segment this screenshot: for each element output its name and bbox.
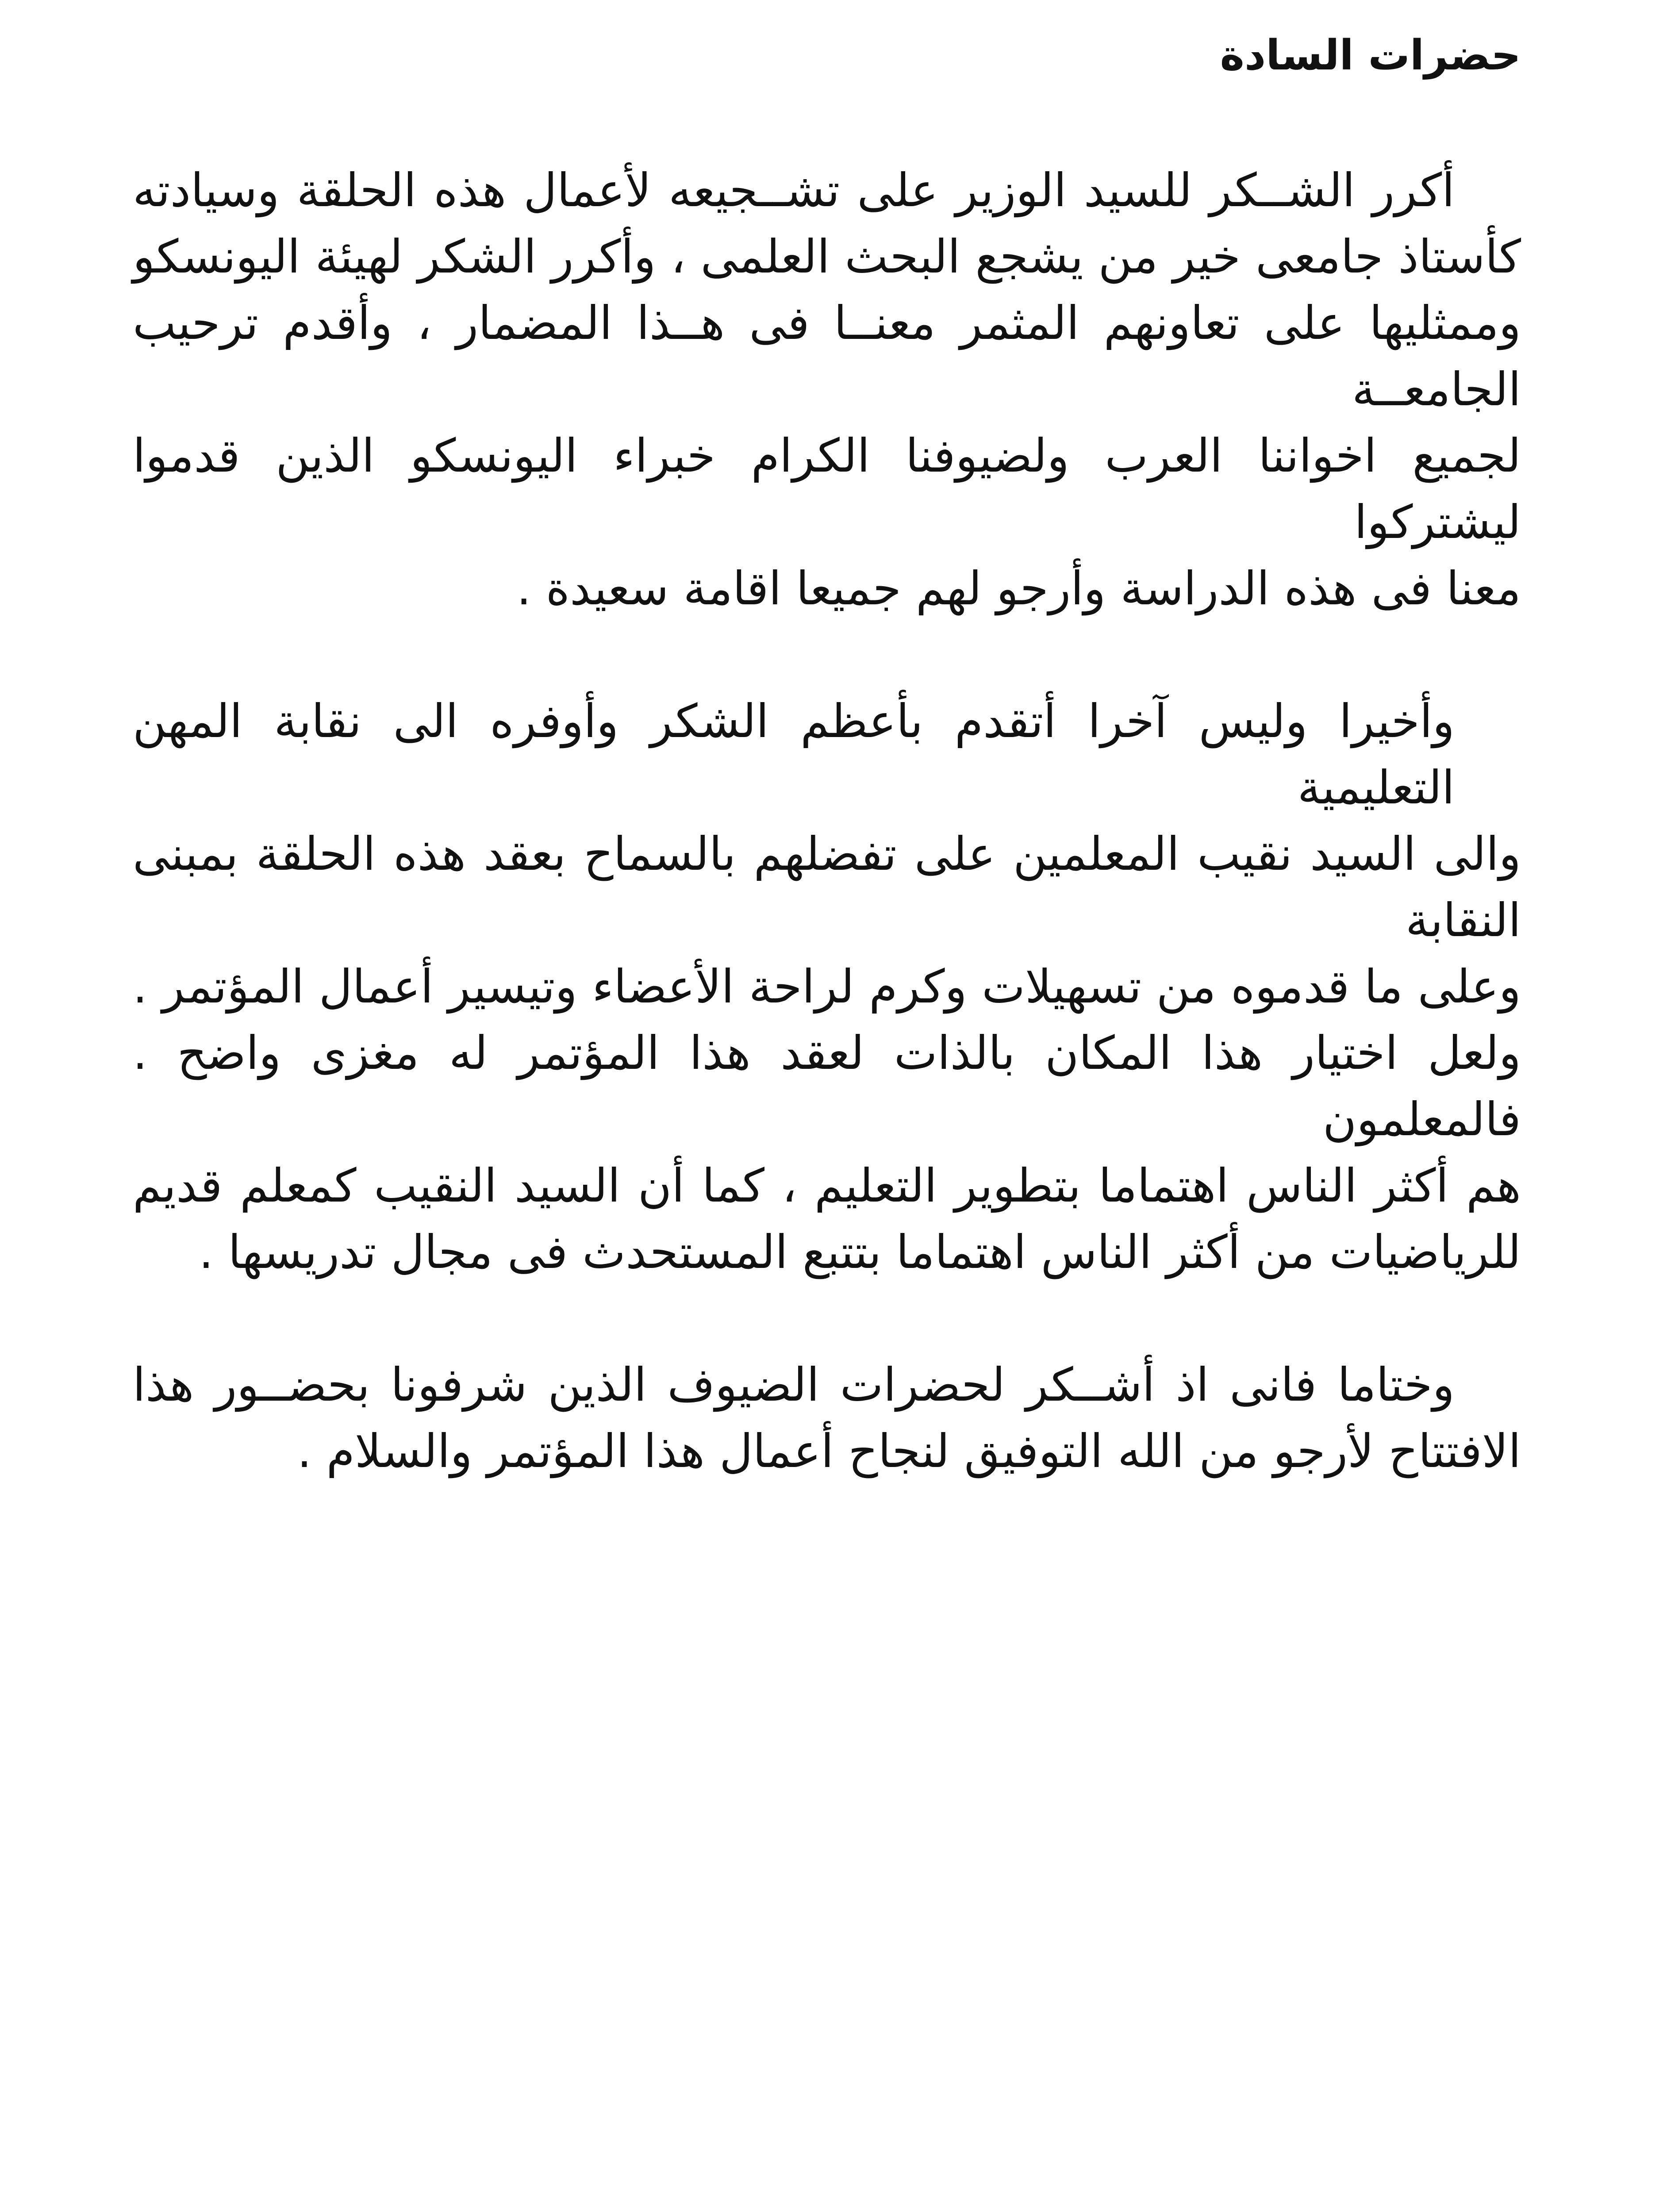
text-line: هم أكثر الناس اهتماما بتطوير التعليم ، كما أن السيد النقيب كمعلم قديم — [133, 1159, 1521, 1213]
text-line: أكرر الشــكر للسيد الوزير على تشــجيعه لأعمال هذه الحلقة وسيادته — [133, 163, 1455, 217]
text-line: معنا فى هذه الدراسة وأرجو لهم جميعا اقامة سعيدة . — [516, 561, 1521, 615]
text-line: للرياضيات من أكثر الناس اهتماما بتتبع المستحدث فى مجال تدريسها . — [199, 1225, 1521, 1279]
text-line: ولعل اختيار هذا المكان بالذات لعقد هذا المؤتمر له مغزى واضح . فالمعلمون — [133, 1026, 1521, 1146]
text-line: والى السيد نقيب المعلمين على تفضلهم بالسماح بعقد هذه الحلقة بمبنى النقابة — [133, 827, 1521, 947]
text-line: كأستاذ جامعى خير من يشجع البحث العلمى ، وأكرر الشكر لهيئة اليونسكو — [133, 230, 1521, 284]
text-line: وعلى ما قدموه من تسهيلات وكرم لراحة الأعضاء وتيسير أعمال المؤتمر . — [133, 960, 1521, 1014]
paragraph-3 — [133, 1352, 1521, 1484]
text-line: وممثليها على تعاونهم المثمر معنــا فى هــذا المضمار ، وأقدم ترحيب الجامعــة — [133, 296, 1521, 416]
page-header: حضرات السادة — [1220, 31, 1521, 80]
text-line: لجميع اخواننا العرب ولضيوفنا الكرام خبراء اليونسكو الذين قدموا ليشتركوا — [133, 429, 1521, 549]
body-text — [133, 157, 1521, 1484]
text-line: وختاما فانى اذ أشــكر لحضرات الضيوف الذين شرفونا بحضــور هذا — [133, 1358, 1455, 1412]
paragraph-2 — [133, 688, 1521, 1285]
text-line: وأخيرا وليس آخرا أتقدم بأعظم الشكر وأوفره الى نقابة المهن التعليمية — [133, 694, 1455, 814]
text-line: الافتتاح لأرجو من الله التوفيق لنجاح أعمال هذا المؤتمر والسلام . — [297, 1424, 1521, 1478]
paragraph-1 — [133, 157, 1521, 622]
